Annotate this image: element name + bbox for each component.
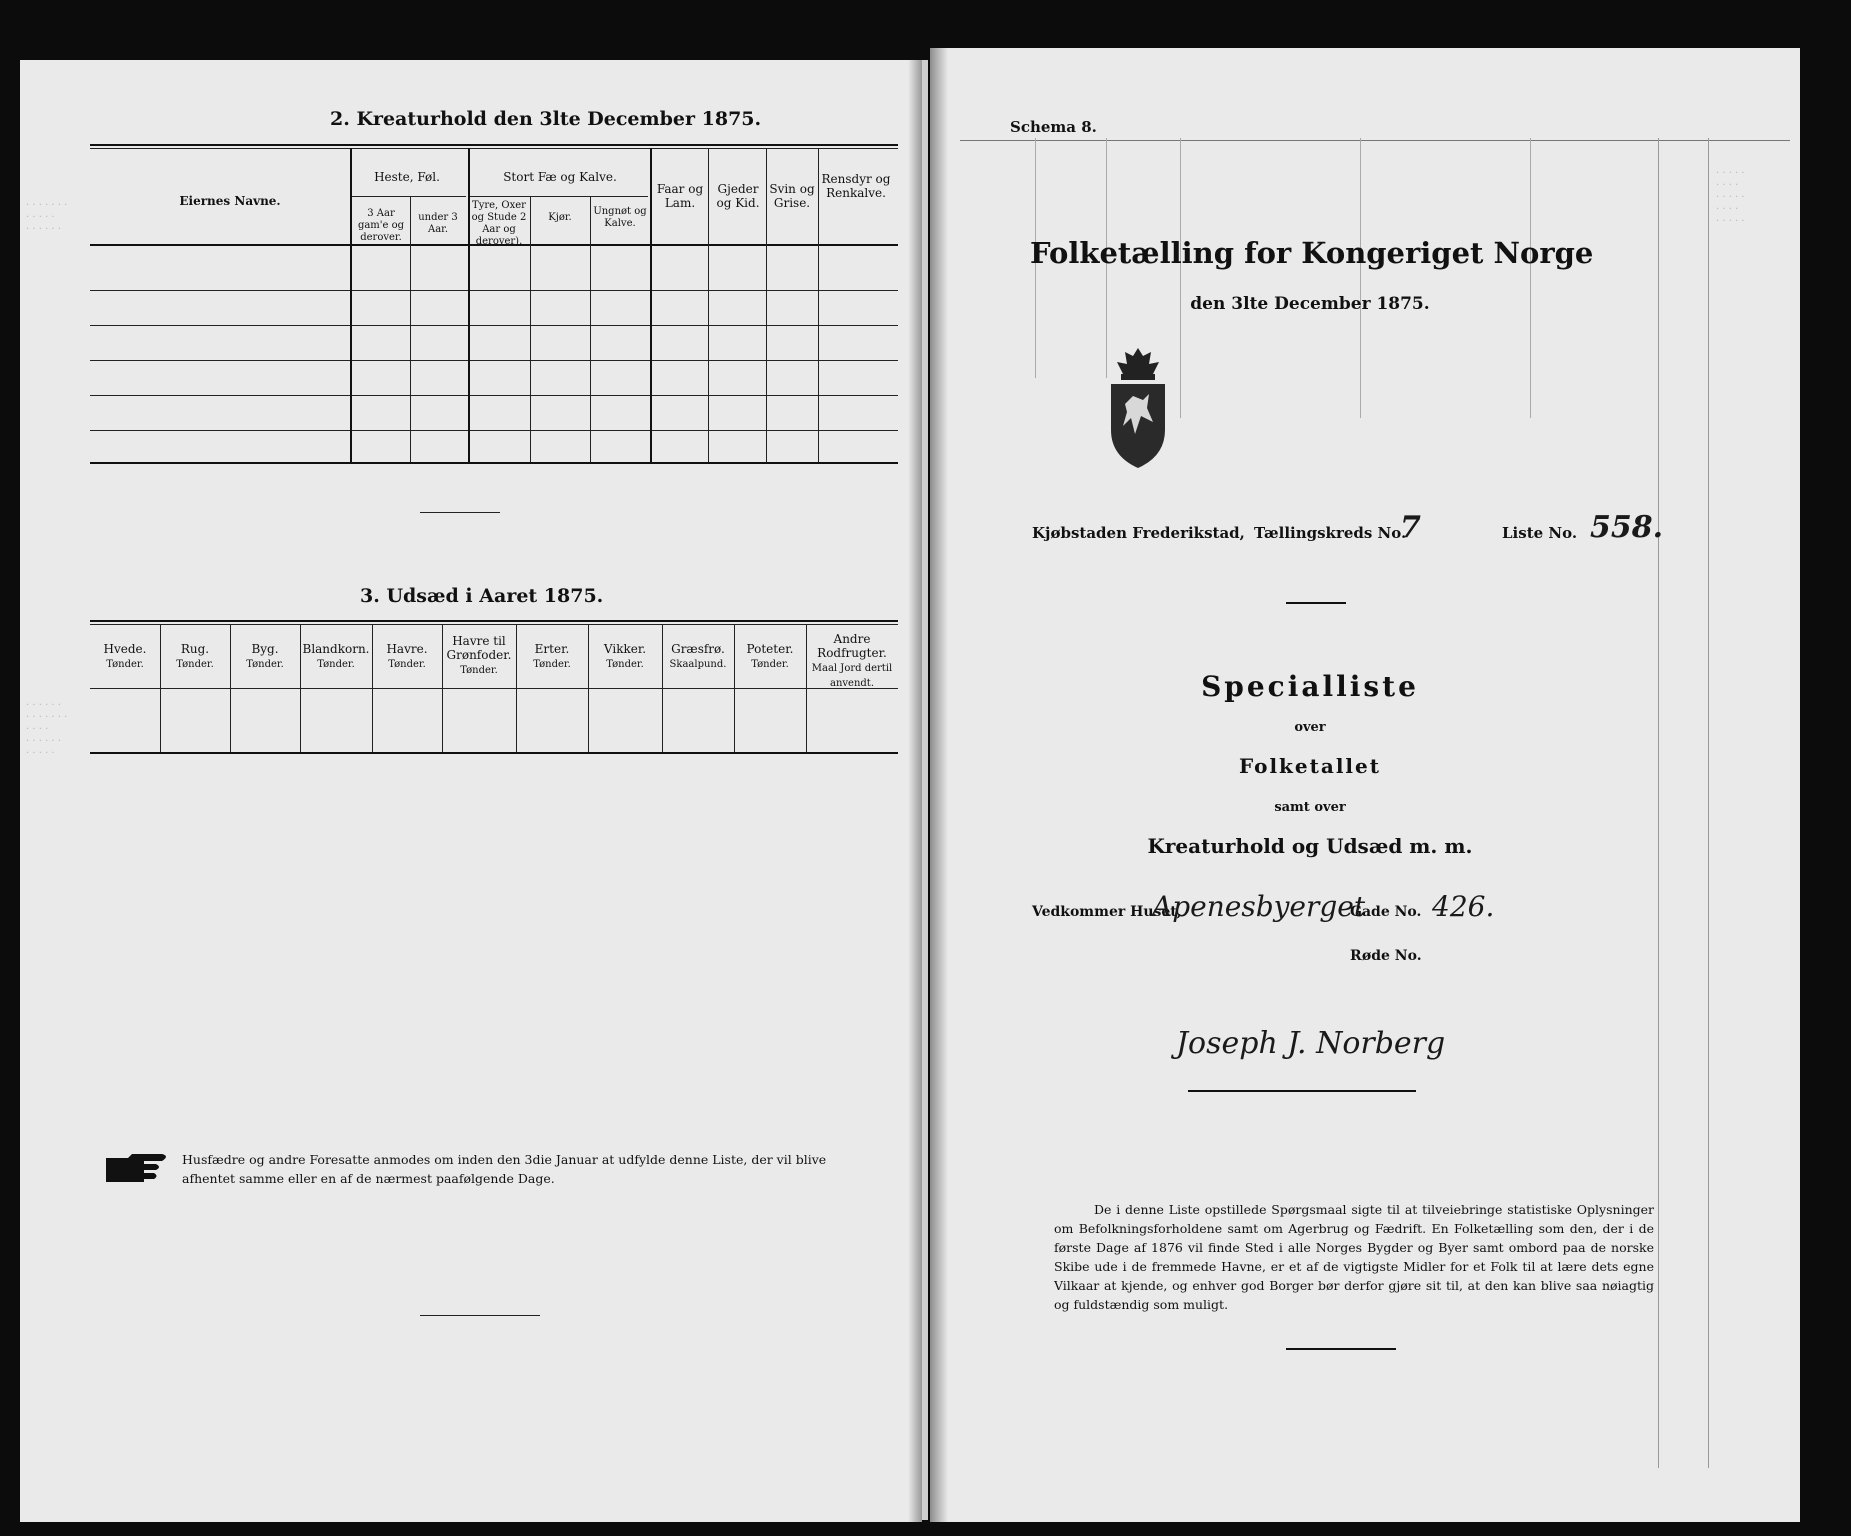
faint-grid-line	[1658, 138, 1659, 1468]
section-separator	[420, 512, 500, 513]
table2-row-line	[90, 290, 898, 291]
main-title: Folketælling for Kongeriget Norge	[1030, 236, 1594, 270]
table2-row-line	[90, 395, 898, 396]
table2-col-divider	[410, 196, 411, 462]
faint-grid-line	[1180, 138, 1181, 418]
table2-col-divider	[766, 148, 767, 462]
table3-col-divider	[300, 624, 301, 752]
samt-over-label: samt over	[1274, 800, 1346, 815]
schema-label: Schema 8.	[1010, 118, 1097, 136]
signature-rule	[1188, 1090, 1416, 1092]
faint-grid-line	[1708, 138, 1709, 1468]
crops-header-row	[90, 630, 898, 689]
crop-vikker: Vikker. Tønder.	[603, 642, 647, 670]
faint-grid-line	[960, 140, 1790, 141]
address-line	[1032, 890, 1732, 934]
crop-byg: Byg. Tønder.	[246, 642, 284, 670]
table3-col-divider	[442, 624, 443, 752]
coat-of-arms-icon	[1103, 344, 1173, 474]
faint-grid-line	[1530, 138, 1531, 418]
kjobstad-label: Kjøbstaden Frederikstad,	[1032, 524, 1245, 542]
bleed-through-text: · · · · · · · · · · · · · · · · · · · · · · ·	[1716, 168, 1745, 227]
heste-fol-header: Heste, Føl.	[374, 170, 440, 184]
table3-col-divider	[662, 624, 663, 752]
table3-top-rule-2	[90, 624, 898, 625]
binding-edge	[922, 60, 928, 1520]
gade-label: Gade No.	[1350, 904, 1422, 920]
table2-col-divider	[530, 196, 531, 462]
over-label: over	[1294, 720, 1326, 735]
table3-header-bottom	[90, 688, 898, 689]
heste-subrule	[350, 196, 466, 197]
table2-col-divider	[650, 148, 652, 462]
table2-top-rule	[90, 144, 898, 146]
crop-poteter: Poteter. Tønder.	[746, 642, 794, 670]
table2-col-divider	[818, 148, 819, 462]
section3-title: 3. Udsæd i Aaret 1875.	[360, 585, 604, 607]
bottom-rule	[1286, 1348, 1396, 1350]
table2-col-divider	[468, 148, 470, 462]
table3-col-divider	[230, 624, 231, 752]
tellingskreds-no: 7	[1400, 510, 1421, 545]
left-page	[20, 60, 922, 1522]
table2-row-line	[90, 430, 898, 431]
table3-col-divider	[160, 624, 161, 752]
pointing-hand-icon	[104, 1152, 174, 1186]
stort-fae-header: Stort Fæ og Kalve.	[503, 170, 617, 184]
crop-blandkorn: Blandkorn. Tønder.	[302, 642, 370, 670]
folketallet-heading: Folketallet	[1239, 754, 1381, 778]
crop-havre-gronfoder: Havre til Grønfoder. Tønder.	[446, 634, 512, 676]
specialliste-heading: Specialliste	[1201, 670, 1419, 703]
rensdyr-header: Rensdyr og Renkalve.	[821, 172, 891, 200]
section2-title: 2. Kreaturhold den 3lte December 1875.	[330, 108, 762, 130]
tyre-header: Tyre, Oxer og Stude 2 Aar og derover).	[471, 200, 527, 247]
table2-bottom-rule	[90, 462, 898, 464]
bleed-through-text: · · · · · · · · · · · · · · · · · ·	[26, 200, 68, 235]
table2-col-divider	[708, 148, 709, 462]
location-line	[1032, 510, 1792, 556]
table2-row-line	[90, 325, 898, 326]
crop-graesfro: Græsfrø. Skaalpund.	[669, 642, 727, 670]
liste-label: Liste No.	[1502, 524, 1578, 542]
stort-fae-subrule	[470, 196, 648, 197]
table3-bottom-rule	[90, 752, 898, 754]
crop-rug: Rug. Tønder.	[176, 642, 214, 670]
crop-havre: Havre. Tønder.	[386, 642, 428, 670]
table2-col-divider	[350, 148, 352, 462]
table3-col-divider	[734, 624, 735, 752]
street-name: Apenesbyerget	[1152, 890, 1366, 923]
table3-col-divider	[372, 624, 373, 752]
table2-col-divider	[590, 196, 591, 462]
table3-col-divider	[516, 624, 517, 752]
date-line: den 3lte December 1875.	[1190, 294, 1430, 314]
table2-top-rule-2	[90, 148, 898, 149]
notice-text: Husfædre og andre Foresatte anmodes om inden den 3die Januar at udfylde denne Liste, der vil blive afhentet samme eller en af de nærmest paafølgende Dage.	[182, 1152, 827, 1186]
signature: Joseph J. Norberg	[1176, 1026, 1446, 1061]
faint-grid-line	[1360, 138, 1361, 418]
crop-erter: Erter. Tønder.	[533, 642, 571, 670]
table3-top-rule	[90, 620, 898, 622]
owners-label: Eiernes Navne.	[179, 194, 281, 208]
liste-no: 558.	[1590, 510, 1664, 545]
table2-header-bottom	[90, 244, 898, 246]
crop-hvede: Hvede. Tønder.	[103, 642, 147, 670]
ungnot-header: Ungnøt og Kalve.	[593, 206, 647, 229]
rode-label: Røde No.	[1350, 948, 1422, 964]
kreaturhold-heading: Kreaturhold og Udsæd m. m.	[1147, 834, 1473, 858]
table2-row-line	[90, 360, 898, 361]
table3-col-divider	[806, 624, 807, 752]
bottom-separator	[420, 1315, 540, 1316]
faar-header: Faar og Lam.	[656, 182, 704, 210]
gjeder-header: Gjeder og Kid.	[716, 182, 760, 210]
tellingskreds-label: Tællingskreds No.	[1254, 524, 1407, 542]
short-rule	[1286, 602, 1346, 604]
bleed-through-text: · · · · · · · · · · · · · · · · · · · · · · · · · · · ·	[26, 700, 68, 759]
table3-col-divider	[588, 624, 589, 752]
explanatory-paragraph: De i denne Liste opstillede Spørgsmaal sigte til at tilveiebringe statistiske Oplysninger om Befolkningsforholdene samt om Agerbrug og Fædrift. En Folketælling som den, der i de første Dage af 1876 vil finde Sted i alle Norges Bygder og Byer samt ombord paa de norske Skibe ude i de fremmede Havne, er et af de vigtigste Midler for et Folk til at lære dets egne Vilkaar at kjende, og enhver god Borger bør derfor gjøre sit til, at den kan blive saa nøiagtig og fuldstændig som muligt.	[1054, 1202, 1654, 1312]
heste-3-aar-header: 3 Aar gam'e og derover.	[357, 208, 405, 243]
crop-andre-rodfrugter: Andre Rodfrugter. Maal Jord dertil anvendt.	[811, 632, 893, 689]
gade-no: 426.	[1432, 890, 1495, 923]
right-page	[930, 48, 1800, 1522]
kjor-header: Kjør.	[548, 212, 572, 223]
svin-header: Svin og Grise.	[769, 182, 815, 210]
vedkommer-label: Vedkommer Huset,	[1032, 904, 1182, 920]
under-3-aar-header: under 3 Aar.	[418, 212, 458, 235]
